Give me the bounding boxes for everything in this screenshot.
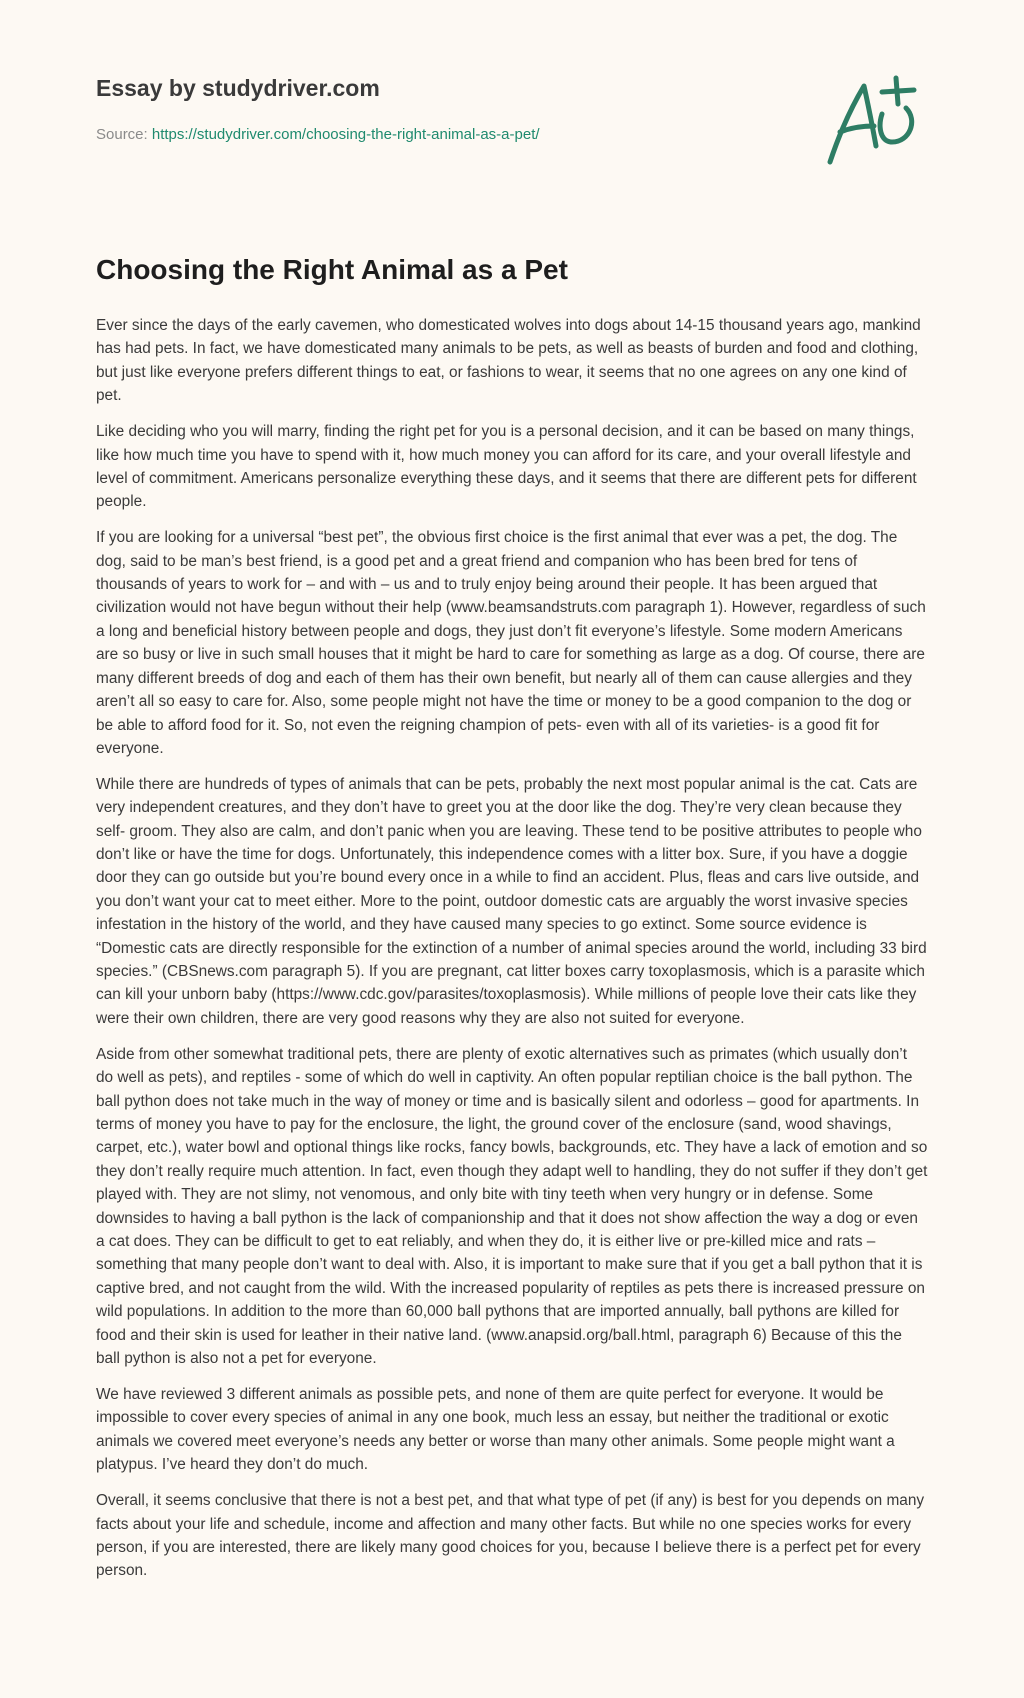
page-header — [96, 72, 796, 146]
essay-paragraph: Ever since the days of the early cavemen, who domesticated wolves into dogs about 14-15 thousand years ago, mankind has had pets. In fact, we have domesticated many animals to be pets, as well as beasts of burden and food and clothing, but just like everyone prefers different things to eat, or fashions to wear, it seems that no one agrees on any one kind of pet. — [96, 317, 921, 405]
essay-paragraph: We have reviewed 3 different animals as possible pets, and none of them are quite perfect for everyone. It would be impossible to cover every species of animal in any one book, much less an essay, but neither the traditional or exotic animals we covered meet everyone’s needs any better or worse than many other animals. Some people might want a platypus. I’ve heard they don’t do much. — [96, 1385, 895, 1474]
a-plus-logo-icon — [818, 70, 938, 170]
essay-paragraph: Overall, it seems conclusive that there is not a best pet, and that what type of pet (if any) is best for you depends on many facts about your life and schedule, income and affection and many other facts. But while no one species works for every person, if you are interested, there are likely many good choices for you, because I believe there is a perfect pet for every person. — [96, 1492, 925, 1580]
source-line — [96, 124, 796, 146]
site-title: Essay by studydriver.com — [96, 75, 380, 101]
source-label: Source: — [96, 126, 152, 143]
essay-paragraph: If you are looking for a universal “best pet”, the obvious first choice is the first animal that ever was a pet, the dog. The dog, said to be man’s best friend, is a good pet and a great friend and companion who has been bred for tens of thousands of years to work for – and with – us and to truly enjoy being around their people. It has been argued that civilization would not have begun without their help (www.beamsandstruts.com paragraph 1). However, regardless of such a long and beneficial history between people and dogs, they just don’t fit everyone’s lifestyle. Some modern Americans are so busy or live in such small houses that it might be hard to care for something as large as a dog. Of course, there are many different breeds of dog and each of them has their own benefit, but nearly all of them can cause allergies and they aren’t all so easy to care for. Also, some people might not have the time or money to be a good companion to the dog or be able to afford food for it. So, not even the reigning champion of pets- even with all of its varieties- is a good fit for everyone. — [96, 529, 926, 757]
source-link[interactable]: https://studydriver.com/choosing-the-right-animal-as-a-pet/ — [151, 126, 540, 143]
essay-paragraph: While there are hundreds of types of animals that can be pets, probably the next most popular animal is the cat. Cats are very independent creatures, and they don’t have to greet you at the door like the dog. They’re very clean because they self- groom. They also are calm, and don’t panic when you are leaving. These tend to be positive attributes to people who don’t like or have the time for dogs. Unfortunately, this independence comes with a litter box. Sure, if you have a doggie door they can go outside but you’re bound every once in a while to find an accident. Plus, fleas and cars live outside, and you don’t want your cat to meet either. More to the point, outdoor domestic cats are arguably the worst invasive species infestation in the history of the world, and they have caused many species to go extinct. Some source evidence is “Domestic cats are directly responsible for the extinction of a number of animal species around the world, including 33 bird species.” (CBSnews.com paragraph 5). If you are pregnant, cat litter boxes carry toxoplasmosis, which is a parasite which can kill your unborn baby (https://www.cdc.gov/parasites/toxoplasmosis). While millions of people love their cats like they were their own children, there are very good reasons why they are also not suited for everyone. — [96, 775, 927, 1027]
essay-title: Choosing the Right Animal as a Pet — [96, 254, 568, 285]
essay-paragraph: Aside from other somewhat traditional pets, there are plenty of exotic alternatives such as primates (which usually don’t do well as pets), and reptiles - some of which do well in captivity. An often popular reptilian choice is the ball python. The ball python does not take much in the way of money or time and is basically silent and odorless – good for apartments. In terms of money you have to pay for the enclosure, the light, the ground cover of the enclosure (sand, wood shavings, carpet, etc.), water bowl and optional things like rocks, fancy bowls, backgrounds, etc. They have a lack of emotion and so they don’t really require much attention. In fact, even though they adapt well to handling, they do not suffer if they don’t get played with. They are not slimy, not venomous, and only bite with tiny teeth when very hungry or in defense. Some downsides to having a ball python is the lack of companionship and that it does not show affection the way a dog or even a cat does. They can be difficult to get to eat reliably, and when they do, it is either live or pre-killed mice and rats – something that many people don’t want to deal with. Also, it is important to make sure that if you get a ball python that it is captive bred, and not caught from the wild. With the increased popularity of reptiles as pets there is increased pressure on wild populations. In addition to the more than 60,000 ball pythons that are imported annually, ball pythons are killed for food and their skin is used for leather in their native land. (www.anapsid.org/ball.html, paragraph 6) Because of this the ball python is also not a pet for everyone. — [96, 1045, 928, 1368]
essay-article — [96, 250, 928, 1595]
essay-paragraph: Like deciding who you will marry, finding the right pet for you is a personal decision, and it can be based on many things, like how much time you have to spend with it, how much money you can afford for its care, and your overall lifestyle and level of commitment. Americans personalize everything these days, and it seems that there are different pets for different people. — [96, 423, 917, 511]
